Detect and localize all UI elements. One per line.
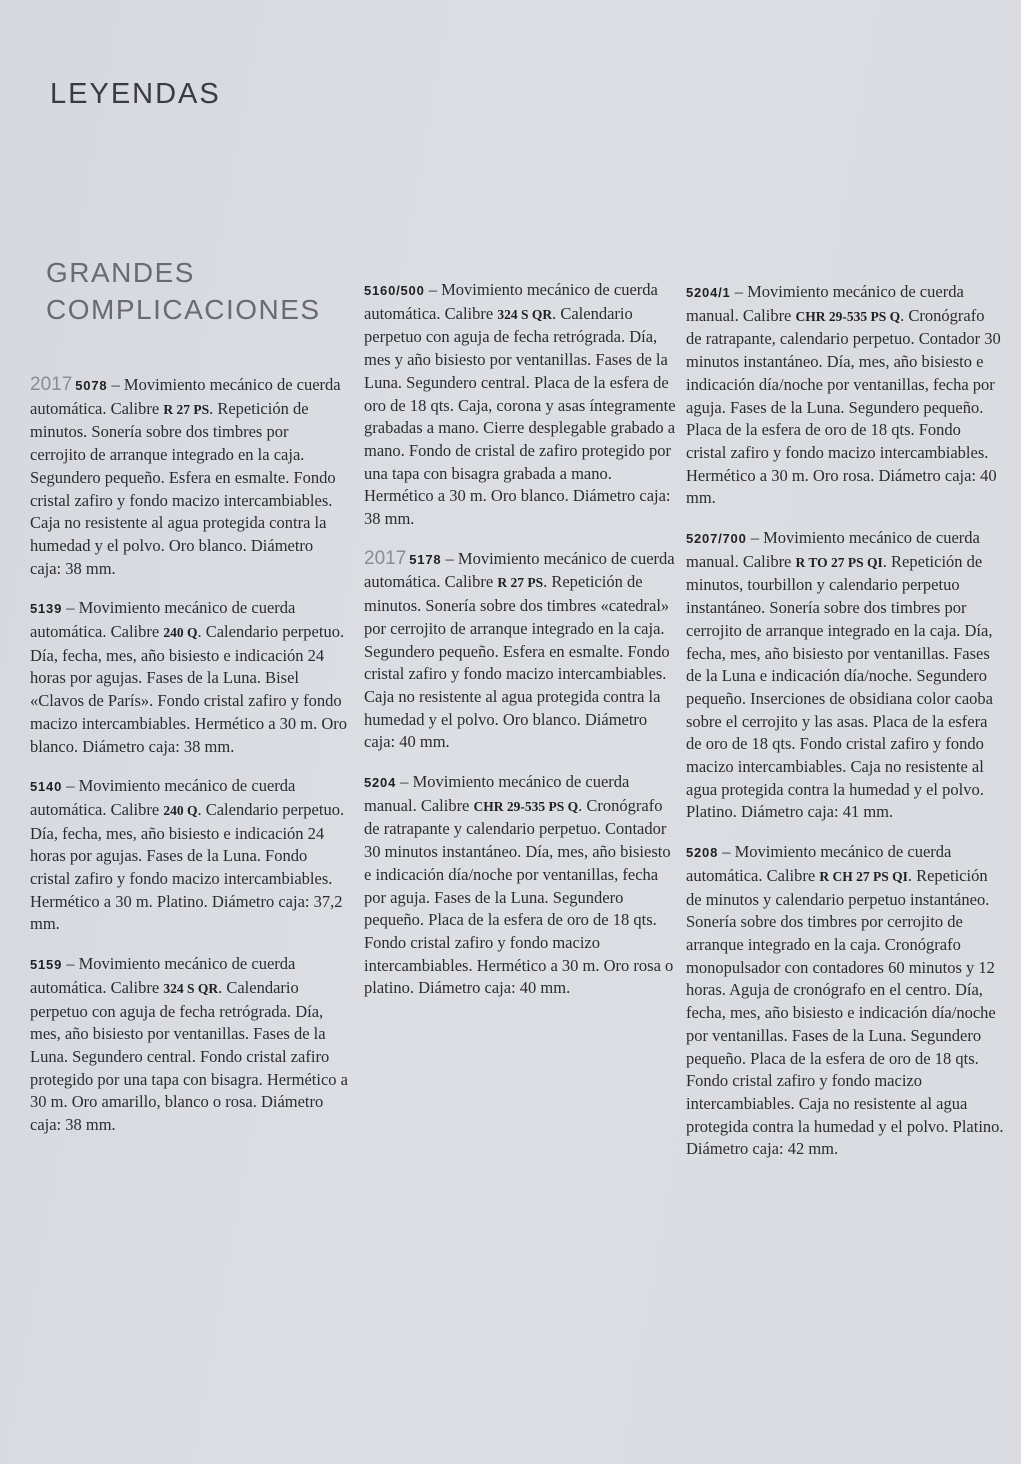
entry-year: 2017: [364, 547, 407, 569]
section-title-line2: COMPLICACIONES: [46, 294, 321, 325]
entry-text: . Repetición de minutos, tourbillon y calendario perpetuo instantáneo. Sonería sobre dos timbres por cerrojito de arranque integrado en la caja. Día, fecha, mes, año bisiesto por ventanillas. Fases de la Luna e indicación día/noche. Segundero pequeño. Inserciones de obsidiana color caoba sobre el cerrojito y las asas. Placa de la esfera de oro de 18 qts. Fondo cristal zafiro y fondo macizo intercambiables. Caja no resistente al agua protegida contra la humedad y el polvo. Platino. Diámetro caja: 41 mm.: [686, 551, 993, 822]
entry-text: . Cronógrafo de ratrapante y calendario perpetuo. Contador 30 minutos instantáneo. Día, mes, año bisiesto e indicación día/noche por ventanillas, fecha por aguja. Fases de la Luna. Segundero pequeño. Placa de la esfera de oro de 18 qts. Fondo cristal zafiro y fondo macizo intercambiables. Hermético a 30 m. Oro rosa o platino. Diámetro caja: 40 mm.: [364, 795, 674, 998]
entry-text: . Calendario perpetuo con aguja de fecha retrógrada. Día, mes y año bisiesto por ventanillas. Fases de la Luna. Segundero central. Placa de la esfera de oro de 18 qts. Caja, corona y asas íntegramente grabadas a mano. Cierre desplegable grabado a mano. Fondo de cristal de zafiro protegido por una tapa con bisagra grabada a mano. Hermético a 30 m. Oro blanco. Diámetro caja: 38 mm.: [364, 303, 676, 529]
entry-ref: 5078: [75, 378, 108, 393]
entry-ref: 5204/1: [686, 285, 731, 300]
entry-year: 2017: [30, 374, 73, 395]
entry-text: – Movimiento mecánico de cuerda manual. Calibre: [686, 282, 964, 325]
entry-calibre: CHR 29-535 PS Q: [795, 308, 901, 324]
entry-calibre: R 27 PS: [497, 575, 544, 591]
entry-5178: [364, 548, 680, 754]
entry-5208: [686, 841, 1004, 1161]
page-heading: LEYENDAS: [50, 78, 221, 110]
entry-calibre: R TO 27 PS QI: [795, 554, 883, 570]
entry-5159: [30, 953, 348, 1137]
entry-ref: 5160/500: [364, 283, 425, 298]
entry-calibre: R CH 27 PS QI: [819, 868, 908, 884]
entry-calibre: 240 Q: [163, 625, 198, 641]
entry-5204: [364, 771, 680, 1000]
entry-calibre: 240 Q: [163, 802, 198, 818]
entry-text: . Calendario perpetuo. Día, fecha, mes, año bisiesto e indicación 24 horas por agujas. Fases de la Luna. Fondo cristal zafiro y fondo macizo intercambiables. Hermético a 30 m. Platino. Diámetro caja: 37,2 mm.: [30, 799, 345, 934]
entry-text: . Repetición de minutos. Sonería sobre dos timbres por cerrojito de arranque integrado en la caja. Segundero pequeño. Esfera en esmalte. Fondo cristal zafiro y fondo macizo intercambiables. Caja no resistente al agua protegida contra la humedad y el polvo. Oro blanco. Diámetro caja: 38 mm.: [30, 398, 336, 578]
entry-calibre: CHR 29-535 PS Q: [473, 798, 579, 814]
entry-5160-500: [364, 279, 680, 531]
entry-calibre: 324 S QR: [497, 306, 553, 322]
section-title-line1: GRANDES: [46, 257, 195, 288]
entry-text: . Cronógrafo de ratrapante, calendario perpetuo. Contador 30 minutos instantáneo. Día, mes, año bisiesto e indicación día/noche por ventanillas, fecha por aguja. Fases de la Luna. Segundero pequeño. Placa de la esfera de oro de 18 qts. Fondo cristal zafiro y fondo macizo intercambiables. Hermético a 30 m. Oro rosa. Diámetro caja: 40 mm.: [686, 305, 1001, 508]
entry-calibre: 324 S QR: [163, 980, 219, 996]
entry-ref: 5139: [30, 601, 63, 617]
entry-text: . Repetición de minutos. Sonería sobre dos timbres «catedral» por cerrojito de arranque integrado en la caja. Segundero pequeño. Esfera en esmalte. Fondo cristal zafiro y fondo macizo intercambiables. Caja no resistente al agua protegida contra la humedad y el polvo. Oro blanco. Diámetro caja: 40 mm.: [364, 572, 670, 752]
entry-text: – Movimiento mecánico de cuerda automática. Calibre: [30, 598, 296, 642]
entry-calibre: R 27 PS: [163, 401, 210, 417]
entry-5204-1: [686, 281, 1004, 510]
entry-5139: [30, 597, 348, 758]
entry-text: – Movimiento mecánico de cuerda automática. Calibre: [364, 280, 658, 323]
entry-ref: 5207/700: [686, 531, 747, 547]
entry-text: – Movimiento mecánico de cuerda manual. Calibre: [686, 528, 980, 571]
entry-5078: [30, 374, 348, 580]
entry-5140: [30, 775, 348, 936]
entry-ref: 5140: [30, 779, 63, 795]
column-3: [686, 281, 1004, 1178]
entry-text: – Movimiento mecánico de cuerda automática. Calibre: [30, 776, 296, 819]
entry-text: . Repetición de minutos y calendario perpetuo instantáneo. Sonería sobre dos timbres por cerrojito de arranque integrado en la caja. Cronógrafo monopulsador con contadores 60 minutos y 12 horas. Aguja de cronógrafo en el centro. Día, fecha, mes, año bisiesto e indicación día/noche por ventanillas. Fases de la Luna. Segundero pequeño. Placa de la esfera de oro de 18 qts. Fondo cristal zafiro y fondo macizo intercambiables. Caja no resistente al agua protegida contra la humedad y el polvo. Platino. Diámetro caja: 42 mm.: [686, 865, 1004, 1159]
entry-text: . Calendario perpetuo con aguja de fecha retrógrada. Día, mes, año bisiesto por ventanillas. Fases de la Luna. Segundero central. Fondo cristal zafiro protegido por una tapa con bisagra. Hermético a 30 m. Oro amarillo, blanco o rosa. Diámetro caja: 38 mm.: [30, 977, 348, 1135]
entry-5207-700: [686, 527, 1004, 824]
section-title: [46, 254, 346, 328]
entry-text: – Movimiento mecánico de cuerda automática. Calibre: [30, 954, 296, 997]
entry-text: . Calendario perpetuo. Día, fecha, mes, año bisiesto e indicación 24 horas por agujas. Fases de la Luna. Bisel «Clavos de París». Fondo cristal zafiro y fondo macizo intercambiables. Hermético a 30 m. Oro blanco. Diámetro caja: 38 mm.: [30, 622, 348, 756]
entry-text: – Movimiento mecánico de cuerda automática. Calibre: [364, 548, 675, 592]
column-1: [30, 374, 348, 1154]
entry-ref: 5159: [30, 957, 63, 973]
column-2: [364, 279, 680, 1017]
entry-ref: 5204: [364, 775, 397, 791]
entry-text: – Movimiento mecánico de cuerda automática. Calibre: [30, 375, 341, 418]
entry-text: – Movimiento mecánico de cuerda manual. Calibre: [364, 772, 630, 815]
entry-text: – Movimiento mecánico de cuerda automática. Calibre: [686, 842, 952, 885]
entry-ref: 5178: [409, 551, 442, 567]
entry-ref: 5208: [686, 845, 719, 861]
